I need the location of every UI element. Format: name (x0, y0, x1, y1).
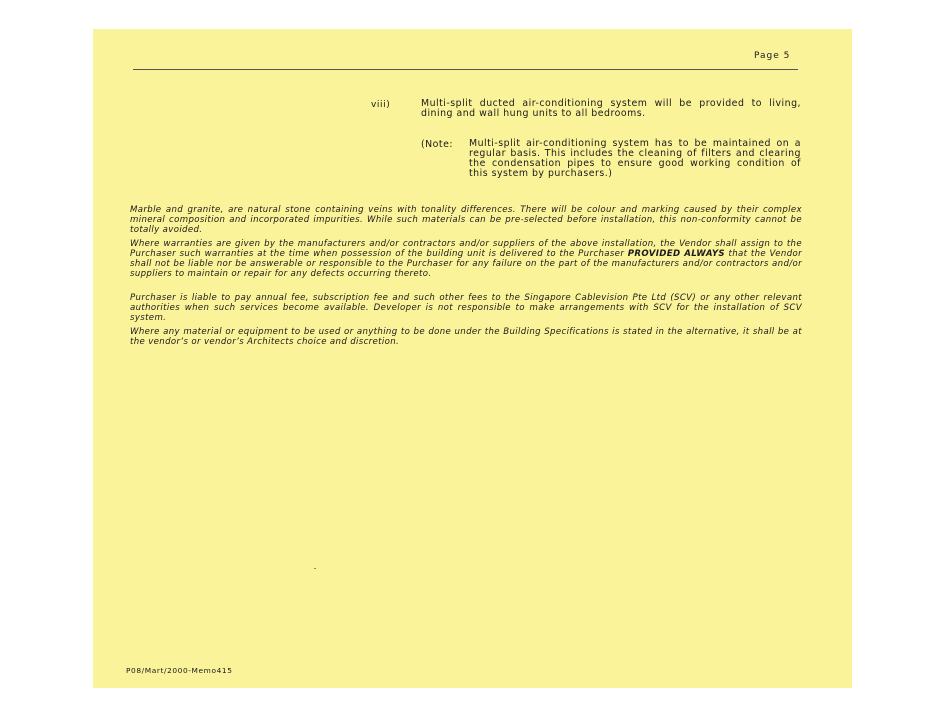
marble-paragraph: Marble and granite, are natural stone containing veins with tonality differences. There will be colour and marking caused by their complex mineral composition and incorporated impurities. While such materials can be pre-selected before installation, this non-conformity cannot be totally avoided. (130, 205, 802, 235)
warranties-text-after: that the Vendor shall not be liable nor be answerable or responsible to the Purchaser for any failure on the part of the manufacturers and/or contractors and/or suppliers to maintain or repair for any defects occurring thereto. (130, 249, 802, 279)
item-number: viii) (371, 100, 391, 110)
note-text: Multi-split air-conditioning system has to be maintained on a regular basis. This includes the cleaning of filters and clearing the condensation pipes to ensure good working condition of this system by purchasers.) (469, 138, 801, 179)
note-label: (Note: (421, 139, 454, 150)
warranties-paragraph (130, 239, 802, 279)
warranties-text-before: Where warranties are given by the manufacturers and/or contractors and/or suppliers of the above installation, the Vendor shall assign to the Purchaser such warranties at the time when possession of the building unit is delivered to the Purchaser (130, 239, 802, 259)
footer-reference: P08/Mart/2000-Memo415 (126, 666, 233, 675)
header-rule (133, 69, 798, 70)
document-page (93, 29, 852, 688)
page-number: Page 5 (754, 51, 791, 61)
item-text: Multi-split ducted air-conditioning system will be provided to living, dining and wall hung units to all bedrooms. (421, 98, 801, 119)
cablevision-paragraph: Purchaser is liable to pay annual fee, subscription fee and such other fees to the Singapore Cablevision Pte Ltd (SCV) or any other relevant authorities when such services become available. Developer is not responsible to make arrangements with SCV for the installation of SCV system. (130, 293, 802, 323)
alternative-paragraph: Where any material or equipment to be used or anything to be done under the Building Specifications is stated in the alternative, it shall be at the vendor’s or vendor’s Architects choice and discretion. (130, 327, 802, 347)
provided-always-emphasis: PROVIDED ALWAYS (627, 249, 725, 259)
scan-speck (314, 568, 316, 569)
